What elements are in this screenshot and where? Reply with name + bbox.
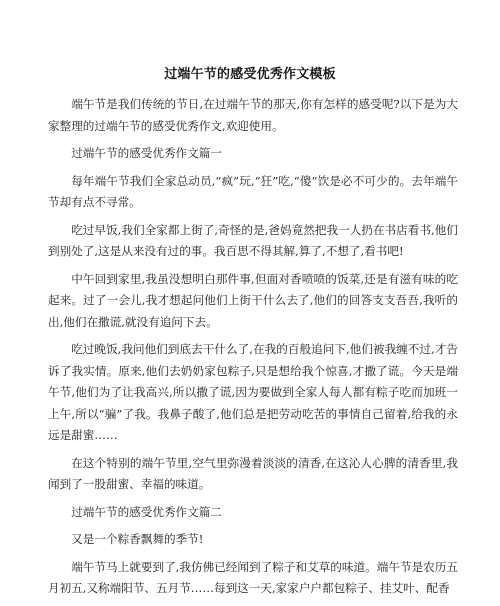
intro-paragraph: 端午节是我们传统的节日,在过端午节的那天,你有怎样的感受呢?以下是为大家整理的过端午节的感受优秀作文,欢迎使用。 bbox=[48, 97, 458, 133]
document-body bbox=[48, 94, 458, 606]
body-paragraph: 吃过晚饭,我问他们到底去干什么了,在我的百般追问下,他们被我缠不过,才告诉了我实情。原来,他们去奶奶家包粽子,只是想给我个惊喜,才撒了谎。今天是端午节,他们为了让我高兴,所以撒了谎,因为要做到全家人每人都有粽子吃而加班一上午,所以“骗”了我。我鼻子酸了,他们总是把劳动吃苦的事情自己留着,给我的永远是甜蜜…… bbox=[48, 342, 458, 442]
body-paragraph: 中午回到家里,我虽没想明白那件事,但面对香喷喷的饭菜,还是有滋有味的吃起来。过了一会儿,我才想起问他们上街干什么去了,他们的回答支支吾吾,我听的出,他们在撒谎,就没有追问下去。 bbox=[48, 271, 458, 329]
section-heading-2: 过端午节的感受优秀作文篇二 bbox=[71, 504, 222, 519]
section-heading-1: 过端午节的感受优秀作文篇一 bbox=[71, 146, 222, 160]
body-paragraph: 在这个特别的端午节里,空气里弥漫着淡淡的清香,在这沁人心脾的清香里,我闻到了一股甜蜜、幸福的味道。 bbox=[48, 455, 458, 491]
body-paragraph: 又是一个粽香飘舞的季节! bbox=[71, 532, 204, 546]
body-paragraph: 每年端午节我们全家总动员,“疯”玩,“狂”吃,“傻”饮是必不可少的。去年端午节却有点不寻常。 bbox=[48, 173, 458, 209]
body-paragraph: 吃过早饭,我们全家都上街了,奇怪的是,爸妈竟然把我一人扔在书店看书,他们到别处了,这是从来没有过的事。我百思不得其解,算了,不想了,看书吧! bbox=[48, 222, 458, 258]
document-title: 过端午节的感受优秀作文模板 bbox=[164, 67, 336, 82]
body-paragraph: 端午节马上就要到了,我仿佛已经闻到了粽子和艾草的味道。端午节是农历五月初五,又称端阳节、五月节……每到这一天,家家户户都包粽子、挂艾叶、配香 bbox=[48, 559, 458, 595]
